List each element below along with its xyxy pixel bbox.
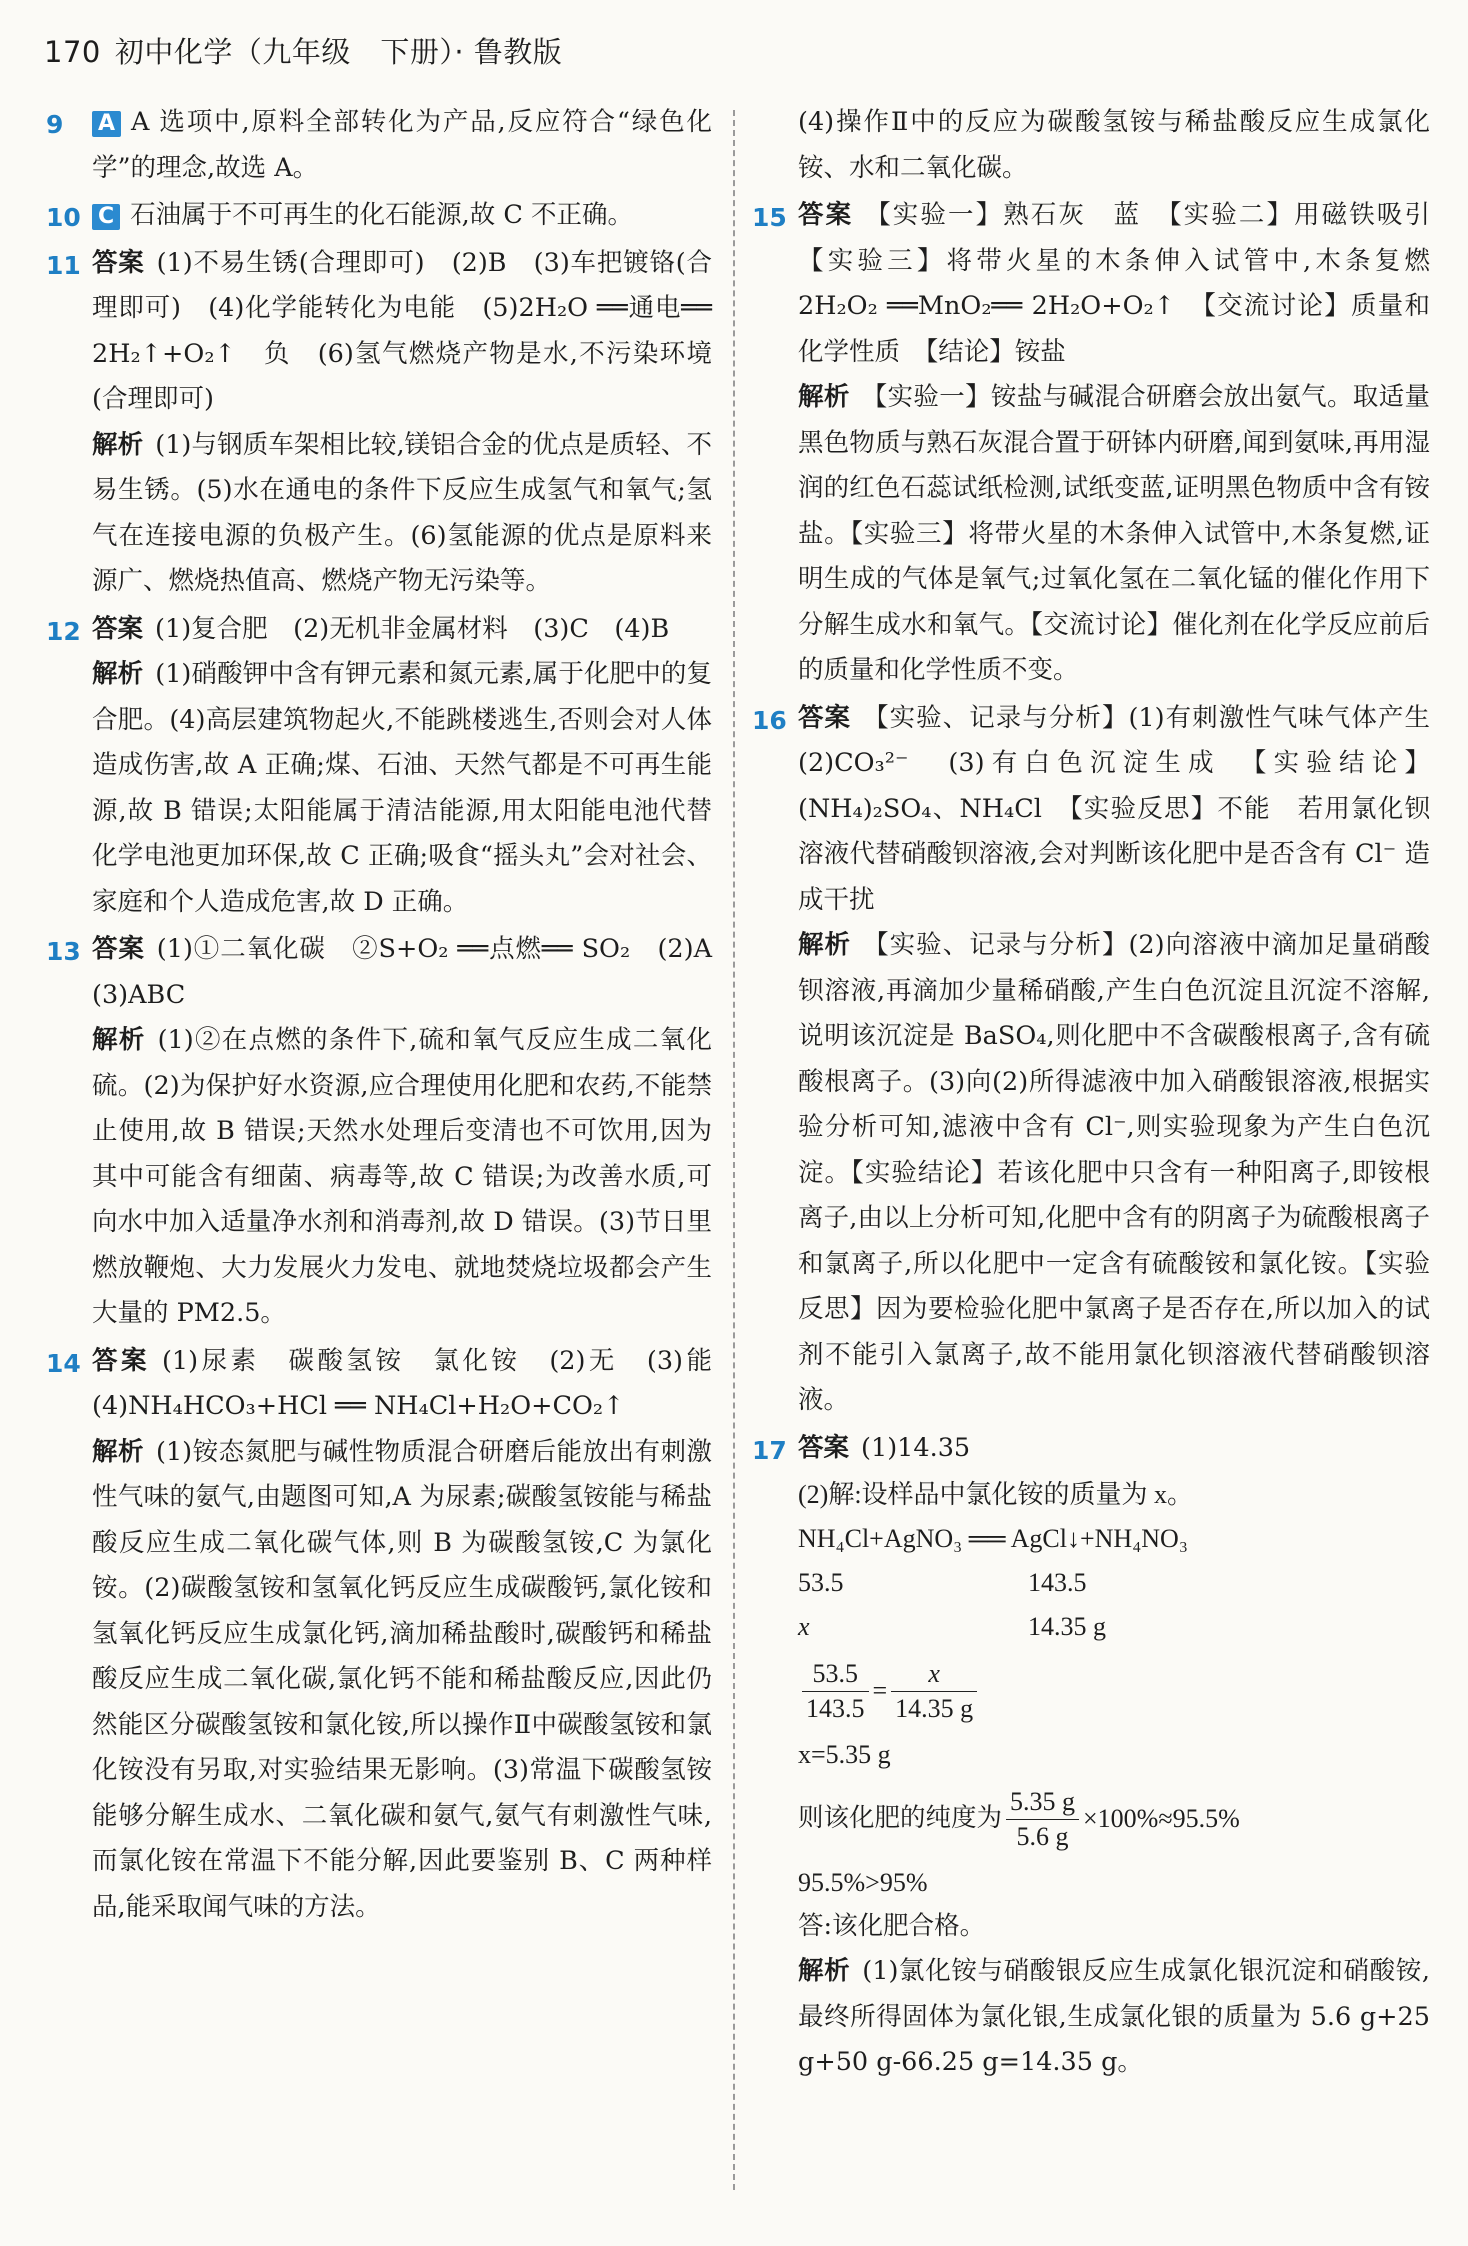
answer-label: 答案 (798, 200, 854, 230)
purity-fraction (1006, 1785, 1079, 1854)
mass-x: x (798, 1612, 810, 1642)
analysis-paragraph (798, 923, 1430, 1424)
analysis-label: 解析 (92, 1436, 144, 1467)
analysis-text: 【实验一】铵盐与碱混合研磨会放出氨气。取适量黑色物质与熟石灰混合置于研钵内研磨,闻到氨味,再用湿润的红色石蕊试纸检测,试纸变蓝,证明黑色物质中含有铵盐。【实验三】将带火星的木条伸入试管中,木条复燃,证明生成的气体是氧气;过氧化氢在二氧化锰的催化作用下分解生成水和氧气。【交流讨论】催化剂在化学反应前后的质量和化学性质不变。 (798, 382, 1430, 685)
calc-intro-row (798, 1473, 1430, 1517)
continued-text: (4)操作Ⅱ中的反应为碳酸氢铵与稀盐酸反应生成氯化铵、水和二氧化碳。 (798, 107, 1430, 183)
page-number: 170 (44, 35, 101, 69)
analysis-label: 解析 (92, 429, 144, 460)
calc-intro: (2)解:设样品中氯化铵的质量为 x。 (798, 1480, 1194, 1510)
question-9-body (92, 100, 712, 191)
question-16 (752, 696, 1456, 1424)
question-14-continued (758, 100, 1430, 191)
answer-badge: A (92, 111, 121, 137)
calc-ratio-row (798, 1649, 1430, 1733)
analysis-text: (1)②在点燃的条件下,硫和氧气反应生成二氧化硫。(2)为保护好水资源,应合理使用化肥和农药,不能禁止使用,故 B 错误;天然水处理后变清也不可饮用,因为其中可能含有细菌、病毒等,故 C 错误;为改善水质,可向水中加入适量净水剂和消毒剂,故 D 错误。(3)节日里燃放鞭炮、大力发展火力发电、就地焚烧垃圾都会产生大量的 PM2.5。 (92, 1025, 712, 1328)
question-14 (46, 1339, 738, 1931)
analysis-label: 解析 (798, 382, 850, 412)
question-10-body (92, 193, 712, 239)
analysis-text: (1)铵态氮肥与碱性物质混合研磨后能放出有刺激性气味的氨气,由题图可知,A 为尿素;碳酸氢铵能与稀盐酸反应生成二氧化碳气体,则 B 为碳酸氢铵,C 为氯化铵。(2)碳酸氢铵和氢氧化钙反应生成碳酸钙,氯化铵和氢氧化钙反应生成氯化钙,滴加稀盐酸时,碳酸钙和稀盐酸反应生成二氧化碳,氯化钙不能和稀盐酸反应,因此仍然能区分碳酸氢铵和氯化铵,所以操作Ⅱ中碳酸氢铵和氯化铵没有另取,对实验结果无影响。(3)常温下碳酸氢铵能够分解生成水、二氧化碳和氨气,氨气有刺激性气味,而氯化铵在常温下不能分解,因此要鉴别 B、C 两种样品,能采取闻气味的方法。 (92, 1436, 712, 1922)
question-number: 15 (752, 203, 787, 232)
answer-text: (1)不易生锈(合理即可) (2)B (3)车把镀铬(合理即可) (4)化学能转化为电能 (5)2H₂O ══通电══ 2H₂↑+O₂↑ 负 (6)氢气燃烧产物是水,不污染环境(合理即可) (92, 247, 712, 414)
analysis-text: (1)硝酸钾中含有钾元素和氮元素,属于化肥中的复合肥。(4)高层建筑物起火,不能跳楼逃生,否则会对人体造成伤害,故 A 正确;煤、石油、天然气都是不可再生能源,故 B 错误;太阳能属于清洁能源,用太阳能电池代替化学电池更加环保,故 C 正确;吸食“摇头丸”会对社会、家庭和个人造成危害,故 D 正确。 (92, 659, 712, 917)
conclusion: 答:该化肥合格。 (798, 1911, 986, 1942)
question-9 (46, 100, 712, 191)
analysis-text: (1)氯化铵与硝酸银反应生成氯化银沉淀和硝酸铵,最终所得固体为氯化银,生成氯化银的质量为 5.6 g+25 g+50 g-66.25 g=14.35 g。 (798, 1956, 1430, 2077)
answer-paragraph (92, 607, 712, 653)
answer-label: 答案 (92, 613, 144, 644)
answer-paragraph (798, 193, 1456, 375)
answer-paragraph (92, 241, 712, 423)
analysis-paragraph (92, 652, 712, 925)
question-9-text: A 选项中,原料全部转化为产品,反应符合“绿色化学”的理念,故选 A。 (92, 107, 712, 183)
answer-badge: C (92, 204, 120, 230)
ratio-left-num: 53.5 (802, 1657, 869, 1692)
ratio-right-num: x (891, 1657, 977, 1692)
ratio-right (891, 1657, 977, 1726)
molar-mass-nh4cl: 53.5 (798, 1568, 844, 1598)
analysis-text: 【实验、记录与分析】(2)向溶液中滴加足量硝酸钡溶液,再滴加少量稀硝酸,产生白色沉淀且沉淀不溶解,说明该沉淀是 BaSO₄,则化肥中不含碳酸根离子,含有硫酸根离子。(3)向(2)所得滤液中加入硝酸银溶液,根据实验分析可知,滤液中含有 Cl⁻,则实验现象为产生白色沉淀。【实验结论】若该化肥中只含有一种阳离子,即铵根离子,由以上分析可知,化肥中含有的阴离子为硫酸根离子和氯离子,所以化肥中一定含有硫酸铵和氯化铵。【实验反思】因为要检验化肥中氯离子是否存在,所以加入的试剂不能引入氯离子,故不能用氯化钡溶液代替硝酸钡溶液。 (798, 930, 1430, 1415)
calc-equation: NH₄Cl+AgNO₃ ══ AgCl↓+NH₄NO₃ (798, 1524, 1188, 1554)
equals-sign: = (872, 1676, 888, 1706)
question-number: 11 (46, 250, 81, 280)
question-number: 10 (46, 203, 81, 232)
question-number: 17 (752, 1435, 787, 1465)
question-17-analysis (758, 1949, 1430, 2086)
mass-agcl: 14.35 g (1028, 1612, 1106, 1642)
calc-mass-row (798, 1561, 1430, 1605)
question-15 (752, 193, 1456, 694)
answer-label: 答案 (798, 1432, 850, 1463)
analysis-label: 解析 (92, 659, 144, 689)
molar-mass-agcl: 143.5 (1028, 1568, 1087, 1598)
analysis-paragraph (92, 1430, 712, 1931)
analysis-label: 解析 (92, 1025, 146, 1055)
question-10-text: 石油属于不可再生的化石能源,故 C 不正确。 (130, 200, 633, 230)
question-number: 9 (46, 110, 64, 139)
calc-conclusion-row (798, 1905, 1430, 1949)
question-17 (752, 1426, 1430, 1472)
column-divider (733, 110, 735, 2190)
analysis-paragraph (92, 423, 712, 605)
answer-text: (1)尿素 碳酸氢铵 氯化铵 (2)无 (3)能 (4)NH₄HCO₃+HCl ══ NH₄Cl+H₂O+CO₂↑ (92, 1345, 738, 1421)
x-result: x=5.35 g (798, 1740, 891, 1770)
question-11 (46, 241, 712, 605)
answer-label: 答案 (92, 247, 145, 278)
analysis-paragraph (92, 1018, 712, 1337)
calc-actual-row (798, 1605, 1430, 1649)
calc-result-row (798, 1733, 1430, 1777)
purity-suffix: ×100%≈95.5% (1083, 1804, 1240, 1834)
answer-paragraph (798, 696, 1456, 924)
right-column (752, 100, 1456, 2088)
answer-label: 答案 (798, 702, 852, 733)
purity-prefix: 则该化肥的纯度为 (798, 1803, 1003, 1834)
analysis-label: 解析 (798, 930, 852, 960)
page-header (44, 30, 562, 71)
book-title: 初中化学（九年级 下册）· 鲁教版 (114, 35, 563, 69)
answer-label: 答案 (92, 1345, 150, 1376)
question-number: 14 (46, 1348, 81, 1378)
ratio-left (802, 1657, 869, 1726)
calc-purity-row (798, 1777, 1430, 1861)
question-number: 16 (752, 705, 787, 735)
answer-text: (1)14.35 (861, 1432, 971, 1463)
ratio-left-den: 143.5 (806, 1693, 865, 1723)
analysis-paragraph (798, 1949, 1430, 2086)
answer-text: (1)复合肥 (2)无机非金属材料 (3)C (4)B (155, 613, 670, 644)
question-13 (46, 927, 738, 1337)
calculation-block (758, 1473, 1430, 1949)
analysis-label: 解析 (798, 1956, 851, 1986)
calc-equation-row (798, 1517, 1430, 1561)
ratio-right-den: 14.35 g (895, 1693, 974, 1723)
left-column (46, 100, 738, 1932)
purity-num: 5.35 g (1006, 1785, 1079, 1820)
question-number: 12 (46, 616, 81, 646)
purity-compare: 95.5%>95% (798, 1868, 928, 1898)
calc-compare-row (798, 1861, 1430, 1905)
answer-paragraph (798, 1426, 1430, 1472)
question-10 (46, 193, 712, 239)
answer-text: 【实验、记录与分析】(1)有刺激性气味气体产生 (2)CO₃²⁻ (3)有白色沉淀生成 【实验结论】(NH₄)₂SO₄、NH₄Cl 【实验反思】不能 若用氯化钡溶液代替硝酸钡溶液,会对判断该化肥中是否含有 Cl⁻ 造成干扰 (798, 702, 1456, 915)
answer-text: (1)①二氧化碳 ②S+O₂ ══点燃══ SO₂ (2)A (3)ABC (92, 934, 738, 1010)
analysis-paragraph (798, 375, 1430, 694)
question-12 (46, 607, 712, 926)
question-number: 13 (46, 937, 81, 966)
analysis-text: (1)与钢质车架相比较,镁铝合金的优点是质轻、不易生锈。(5)水在通电的条件下反应生成氢气和氧气;氢气在连接电源的负极产生。(6)氢能源的优点是原料来源广、燃烧热值高、燃烧产物无污染等。 (92, 429, 712, 596)
answer-text: 【实验一】熟石灰 蓝 【实验二】用磁铁吸引 【实验三】将带火星的木条伸入试管中,木条复燃 2H₂O₂ ══MnO₂══ 2H₂O+O₂↑ 【交流讨论】质量和化学性质 【结论】铵盐 (798, 200, 1456, 367)
purity-den: 5.6 g (1016, 1821, 1069, 1851)
answer-paragraph (92, 927, 738, 1018)
answer-paragraph (92, 1339, 738, 1430)
answer-label: 答案 (92, 934, 145, 964)
